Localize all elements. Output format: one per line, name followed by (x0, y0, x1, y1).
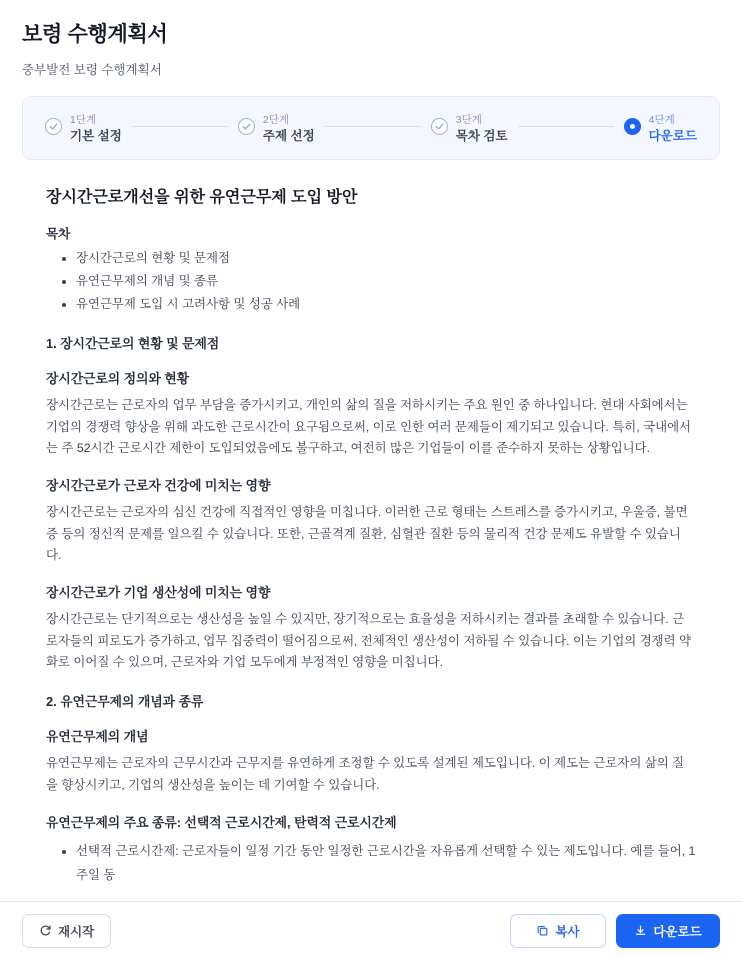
check-icon (238, 118, 255, 135)
refresh-icon (39, 924, 52, 937)
step-item-1[interactable] (45, 113, 122, 145)
step-item-3[interactable] (431, 113, 508, 145)
page-title: 보령 수행계획서 (22, 23, 168, 46)
restart-button-label: 재시작 (58, 924, 95, 939)
current-step-dot-icon (624, 118, 641, 135)
section-heading-2: 2. 유연근무제의 개념과 종류 (46, 694, 204, 710)
document-preview[interactable] (0, 160, 742, 901)
step-label: 기본 설정 (70, 129, 122, 144)
document-title: 장시간근로개선을 위한 유연근무제 도입 방안 (46, 189, 358, 207)
restart-button[interactable] (22, 914, 111, 948)
page-header (0, 0, 742, 88)
subsection-heading: 장시간근로의 정의와 현황 (46, 371, 190, 387)
step-label: 주제 선정 (262, 129, 315, 144)
check-icon (431, 118, 448, 135)
step-connector-2 (325, 126, 421, 127)
step-number: 3단계 (455, 114, 482, 126)
paragraph: 장시간근로는 단기적으로는 생산성을 높일 수 있지만, 장기적으로는 효율성을 저하시키는 결과를 초래할 수 있습니다. 근로자들의 피로도가 증가하고, 업무 집중력이 떨어짐으로써, 전체적인 생산성이 저하될 수 있습니다. 이는 기업의 경쟁력 약화로 이어질 수 있으며, 근로자와 기업 모두에게 부정적인 영향을 미칩니다. (46, 612, 692, 669)
copy-button[interactable] (510, 914, 606, 948)
progress-stepper (22, 96, 720, 160)
footer-actions (510, 914, 720, 948)
copy-icon (536, 924, 549, 937)
step-number: 4단계 (648, 114, 675, 126)
page-subtitle: 중부발전 보령 수행계획서 (22, 63, 162, 77)
step-label: 다운로드 (648, 129, 697, 144)
download-icon (634, 924, 647, 937)
toc-list (46, 248, 696, 315)
download-button[interactable] (616, 914, 720, 948)
subsection-heading: 장시간근로가 기업 생산성에 미치는 영향 (46, 585, 271, 601)
step-connector-3 (518, 126, 614, 127)
bullet-list (46, 839, 696, 887)
section-heading-1: 1. 장시간근로의 현황 및 문제점 (46, 336, 220, 352)
step-item-4[interactable] (624, 113, 697, 145)
paragraph: 장시간근로는 근로자의 심신 건강에 직접적인 영향을 미칩니다. 이러한 근로 형태는 스트레스를 증가시키고, 우울증, 불면증 등의 정신적 문제를 일으킬 수 있습니다. 또한, 근골격계 질환, 심혈관 질환 등의 물리적 건강 문제도 유발할 수 있습니다. (46, 505, 688, 562)
subsection-heading: 장시간근로가 근로자 건강에 미치는 영향 (46, 478, 271, 494)
subsection-heading: 유연근무제의 개념 (46, 729, 149, 745)
list-item: • 유연근무제의 개념 및 종류 (76, 271, 696, 292)
toc-heading: 목차 (46, 227, 71, 242)
paragraph: 장시간근로는 근로자의 업무 부담을 증가시키고, 개인의 삶의 질을 저하시키는 주요 원인 중 하나입니다. 현대 사회에서는 기업의 경쟁력 향상을 위해 과도한 근로시간이 요구됨으로써, 이로 인한 여러 문제들이 제기되고 있습니다. 특히, 국내에서는 주 52시간 근로시간 제한이 도입되었음에도 불구하고, 여전히 많은 기업들이 이를 준수하지 못하는 상황입니다. (46, 398, 692, 455)
step-number: 1단계 (70, 114, 97, 126)
step-item-2[interactable] (238, 113, 315, 145)
list-item: • 선택적 근로시간제: 근로자들이 일정 기간 동안 일정한 근로시간을 자유롭게 선택할 수 있는 제도입니다. 예를 들어, 1주일 동 (76, 839, 696, 887)
paragraph: 유연근무제는 근로자의 근무시간과 근무지를 유연하게 조정할 수 있도록 설계된 제도입니다. 이 제도는 근로자의 삶의 질을 향상시키고, 기업의 생산성을 높이는 데 기여할 수 있습니다. (46, 756, 685, 792)
subsection-heading: 유연근무제의 주요 종류: 선택적 근로시간제, 탄력적 근로시간제 (46, 814, 397, 830)
download-button-label: 다운로드 (653, 924, 702, 939)
list-item: • 유연근무제 도입 시 고려사항 및 성공 사례 (76, 294, 696, 315)
list-item: • 장시간근로의 현황 및 문제점 (76, 248, 696, 269)
step-label: 목차 검토 (455, 129, 508, 144)
step-number: 2단계 (262, 114, 290, 126)
footer-toolbar (0, 901, 742, 959)
step-connector-1 (132, 126, 228, 127)
copy-button-label: 복사 (555, 924, 580, 939)
check-icon (45, 118, 62, 135)
